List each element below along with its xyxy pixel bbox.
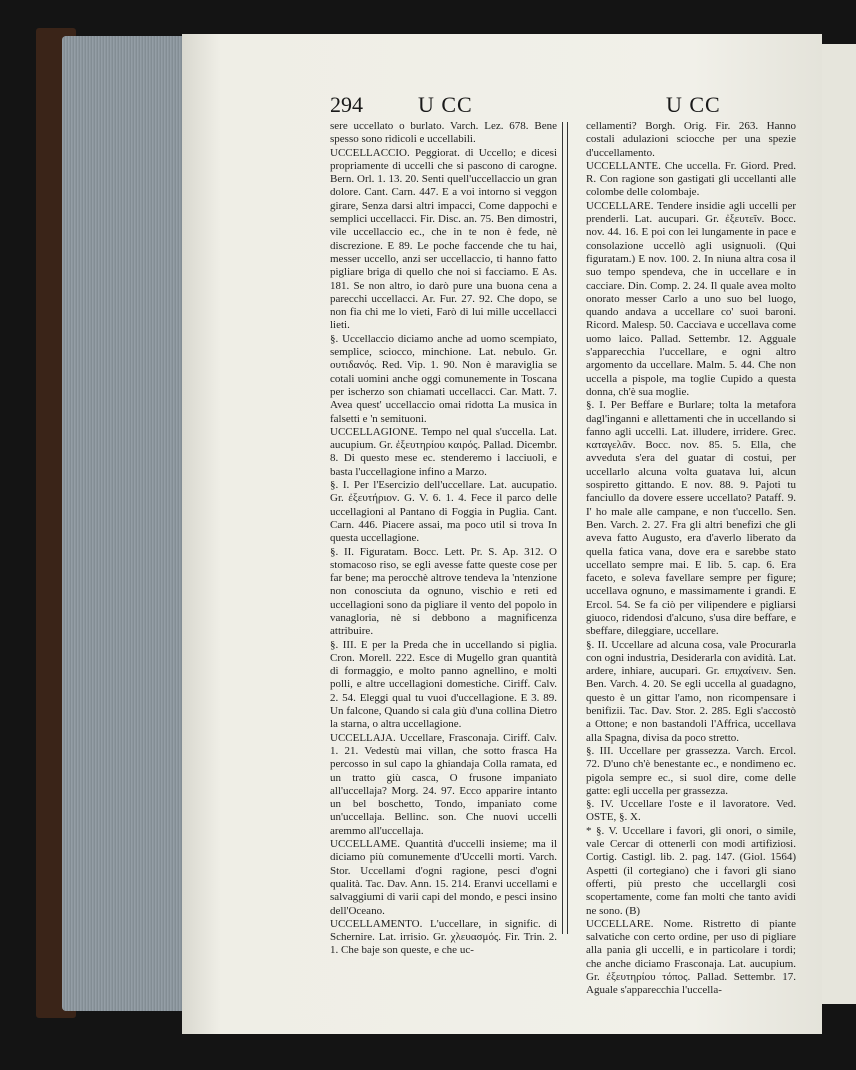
- entry-paragraph: §. I. Per Beffare e Burlare; tolta la metafora dagl'inganni e allettamenti che in uccellando si fanno agli uccelli. Lat. illudere, irridere. Grec. καταγελᾶν. Bocc. nov. 85. 5. Ella, che avveduta s'era del guatar di costui, per uccellarlo alcuna volta guatava lui, alcun sospiretto gittando. E nov. 88. 9. Pajoti tu fanciullo da dovere essere uccellato? Pataff. 9. I' ho male alle campane, e non t'uccello. Sen. Ben. Varch. 2. 27. Fra gli altri benefizi che gli aveva fatto Augusto, era d'averlo liberato da quella fatica vana, dove era e sarebbe stato uccellato sempre mai. E lib. 5. cap. 6. Era faceto, e soleva favellare sempre per figure; uccellava ognuno, e massimamente i grandi. E Ercol. 54. Se fa ciò per vilipendere e pigliarsi giuoco, ridendosi d'alcuno, s'usa dire beffare, e sbeffare, dileggiare, uccellare.: [586, 399, 796, 638]
- entry-paragraph: UCCELLAMENTO. L'uccellare, in signific. di Schernire. Lat. irrisio. Gr. χλευασμός. Fir. Trin. 2. 1. Che baje son queste, e che uc-: [330, 917, 557, 957]
- entry-paragraph: UCCELLANTE. Che uccella. Fr. Giord. Pred. R. Con ragione son gastigati gli uccellanti alle colombe delle colombaje.: [586, 159, 796, 199]
- entry-paragraph: UCCELLARE. Tendere insidie agli uccelli per prenderli. Lat. aucupari. Gr. ἐξευτεῖν. Bocc. nov. 44. 16. E poi con lei lungamente in pace e consolazione uccellò agli usignuoli. (Qui figuratam.) E nov. 100. 2. In niuna altra cosa il suo tempo spendeva, che in uccellare e in cacciare. Din. Comp. 2. 24. Il quale avea molto onorato messer Carlo a uno suo bel luogo, quando andava a uccellare co' suoi baroni. Ricord. Malesp. 50. Cacciava e uccellava come uomo laico. Pallad. Settembr. 12. Agguale s'apparecchia l'uccellare, e ogni altro argomento da uccellare. Malm. 5. 44. Che non uccella a pispole, ma toglie Cupido a questa donna, ch'è sua moglie.: [586, 199, 796, 398]
- running-head-left: U CC: [418, 92, 473, 117]
- page-edges: [62, 36, 182, 1011]
- entry-paragraph: §. III. Uccellare per grassezza. Varch. Ercol. 72. D'uno ch'è benestante ec., e nondimeno ec. pigola sempre ec., si suol dire, come delle gatte: egli uccella per grassezza.: [586, 744, 796, 797]
- facing-page-edge: [822, 44, 856, 1004]
- text-column-right: [586, 120, 796, 998]
- entry-paragraph: cellamenti? Borgh. Orig. Fir. 263. Hanno costali adulazioni sciocche per una spezie d'uccellamento.: [586, 120, 796, 159]
- entry-paragraph: UCCELLACCIO. Peggiorat. di Uccello; e dicesi propriamente di uccelli che si pascono di carogne. Bern. Orl. 1. 13. 20. Senti quell'uccellaccio un gran dolore. Cant. Carn. 447. E a voi intorno si veggon girare, Senza darsi altri impacci, Come dappochi e semplici uccellacci. Fir. Disc. an. 75. Ben dimostri, vile uccellaccio ec., che in te non è fede, nè discrezione. E 89. Le poche faccende che tu hai, messer uccello, anzi ser uccellaccio, ti hanno fatto pigliare briga di quello che noi si facciamo. E As. 181. Se non altro, io darò pure una buona cena a parecchi uccellacci. Ar. Fur. 27. 92. Che dopo, se non fia chi me lo vieti, Farò di lui mille uccellacci lieti.: [330, 146, 557, 332]
- entry-paragraph: sere uccellato o burlato. Varch. Lez. 678. Bene spesso sono ridicoli e uccellabili.: [330, 120, 557, 146]
- entry-paragraph: UCCELLARE. Nome. Ristretto di piante salvatiche con certo ordine, per uso di pigliare alla pania gli uccelli, e in particolare i tordi; che anche diciamo Frasconaja. Lat. aucupium. Gr. ἐξευτηρίου τόπος. Pallad. Settembr. 17. Aguale s'apparecchia l'uccella-: [586, 917, 796, 997]
- entry-paragraph: §. III. E per la Preda che in uccellando si piglia. Cron. Morell. 222. Esce di Mugello gran quantità di formaggio, e molto panno agnellino, e molti polli, e altre uccellagioni domestiche. Ciriff. Calv. 2. 54. Eleggi qual tu vuoi d'uccellagione. E 3. 89. Un falcone, Quando si cala giù d'una collina Dietro la starna, o altra uccellagione.: [330, 638, 557, 731]
- entry-paragraph: UCCELLAGIONE. Tempo nel qual s'uccella. Lat. aucupium. Gr. ἐξευτηρίου καιρός. Pallad. Dicembr. 8. Di questo mese ec. stenderemo i lacciuoli, e basta l'uccellagione infino a Marzo.: [330, 425, 557, 478]
- column-divider: [562, 122, 568, 934]
- entry-paragraph: §. IV. Uccellare l'oste e il lavoratore. Ved. OSTE, §. X.: [586, 798, 796, 824]
- entry-paragraph: §. II. Uccellare ad alcuna cosa, vale Procurarla con ogni industria, Desiderarla con avidità. Lat. ardere, inhiare, aucupari. Gr. επιχαίνειν. Sen. Ben. Varch. 4. 20. Se egli uccella al guadagno, questo è un gittar l'amo, non ricompensare i benifizii. Tac. Dav. Stor. 2. 285. Egli s'accostò a Ottone; e non bastandoli l'Affrica, uccellava alla Spagna, divisa da poco stretto.: [586, 638, 796, 744]
- entry-paragraph: §. I. Per l'Esercizio dell'uccellare. Lat. aucupatio. Gr. ἐξευτήριον. G. V. 6. 1. 4. Fece il parco delle uccellagioni al Pantano di Foggia in Puglia. Cant. Carn. 446. Piacere assai, ma poco util si trova In questa uccellagione.: [330, 479, 557, 545]
- entry-paragraph: UCCELLAJA. Uccellare, Frasconaja. Ciriff. Calv. 1. 21. Vedestù mai villan, che sotto frasca Ha percosso in sul capo la ghiandaja Colla ramata, ed un tratto giù casca, O frusone impaniato all'uccellaja? Morg. 24. 97. Ecco apparire intanto un bel boschetto, Tondo, impaniato come un'uccellaja. Bellinc. son. Che nuovi uccelli aremmo all'uccellaja.: [330, 731, 557, 837]
- entry-paragraph: * §. V. Uccellare i favori, gli onori, o simile, vale Cercar di ottenerli con modi artifiziosi. Cortig. Castigl. lib. 2. pag. 147. (Giol. 1564) Aspetti (il cortegiano) che i favori gli siano offerti, più presto che uccellargli così scopertamente, come fan molti che tanto avidi ne sono. (B): [586, 824, 796, 917]
- entry-paragraph: UCCELLAME. Quantità d'uccelli insieme; ma il diciamo più comunemente d'Uccelli morti. Varch. Stor. Uccellami d'ogni ragione, pesci d'ogni qualità. Tac. Dav. Ann. 15. 214. Eranvi uccellami e salvaggiumi di varii capi del mondo, e pesci insino dell'Oceano.: [330, 838, 557, 917]
- page-number: 294: [330, 92, 363, 117]
- entry-paragraph: §. Uccellaccio diciamo anche ad uomo scempiato, semplice, sciocco, minchione. Lat. nebulo. Gr. ουτιδανός. Red. Vip. 1. 90. Non è maraviglia se cotali uomini anche oggi comunemente in Toscana per ischerzo son chiamati uccellacci. Car. Matt. 7. Avea quest' uccellaccio omai ridotta La musica in falsetti e 'n semituoni.: [330, 332, 557, 425]
- text-column-left: [330, 120, 557, 958]
- running-head-right: U CC: [666, 92, 721, 117]
- entry-paragraph: §. II. Figuratam. Bocc. Lett. Pr. S. Ap. 312. O stomacoso riso, se egli avesse fatte queste cose per far bene; ma perocchè altrove tendeva la 'ntenzione non conosciuta da ognuno, vischio e reti ed uccellagioni sono da pigliare il vento del popolo in vanagloria, nè si debbono a magnificenza attribuire.: [330, 545, 557, 638]
